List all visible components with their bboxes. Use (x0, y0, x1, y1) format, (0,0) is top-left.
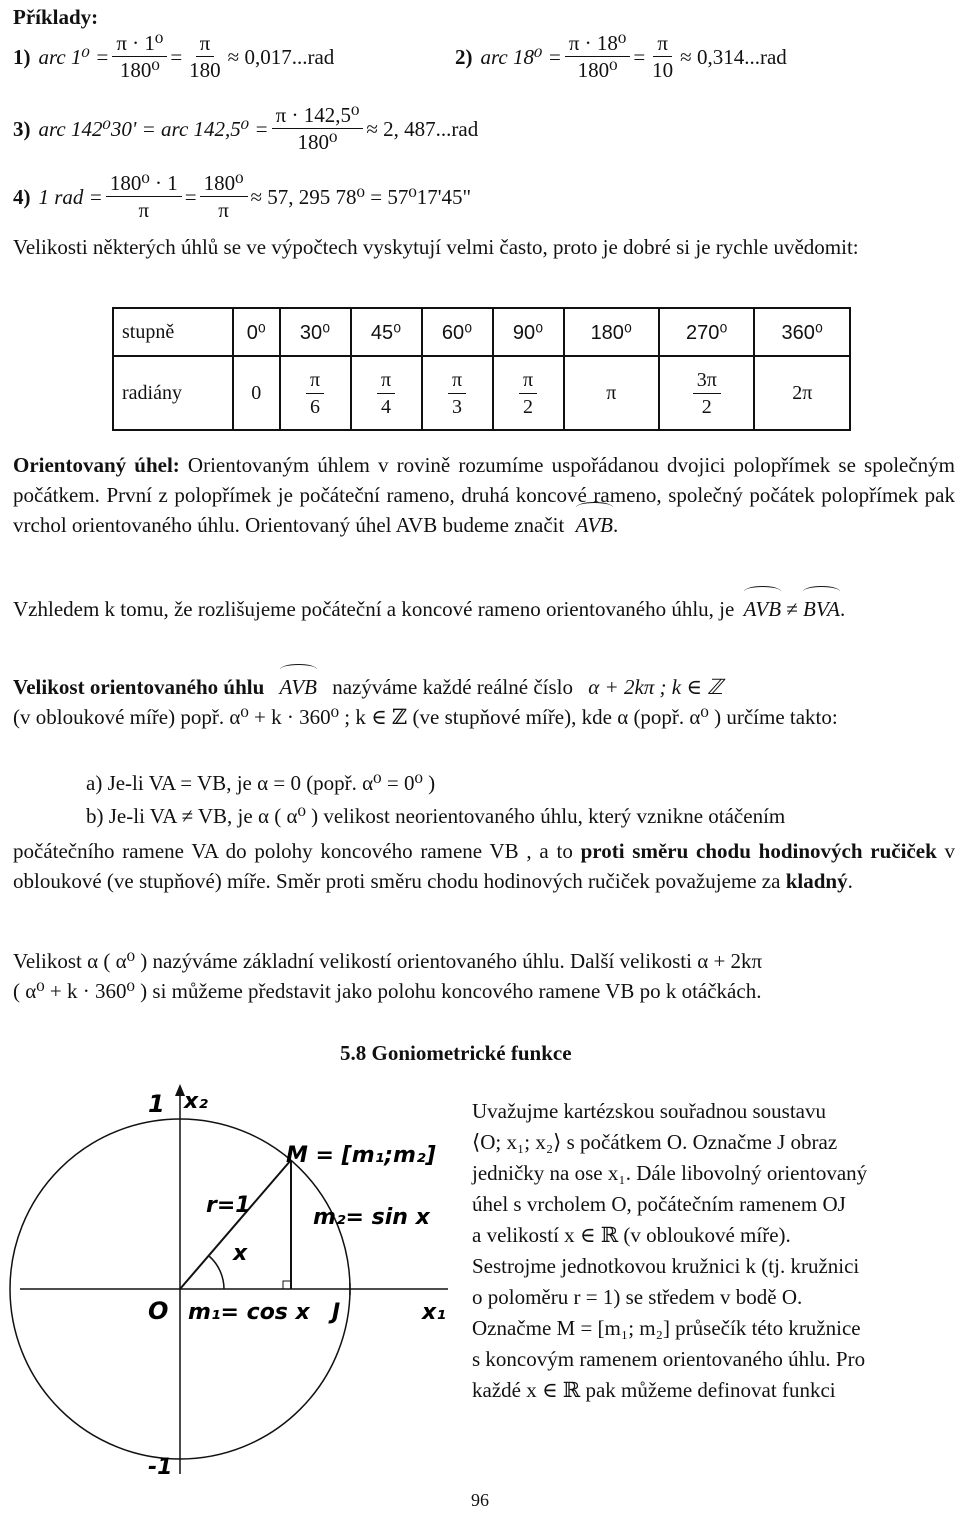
radius-line (180, 1160, 291, 1289)
example-2-eq: = (633, 44, 646, 69)
unit-circle-figure (8, 1082, 458, 1482)
angle-bva-symbol: BVA (803, 594, 840, 624)
table-cell-radian: 0 (233, 356, 280, 430)
example-3-label: 3) (13, 116, 31, 141)
table-cell-degree: 270⁰ (659, 308, 754, 356)
example-3-frac-den: 180⁰ (297, 130, 338, 154)
size-angle-symbol: AVB (280, 672, 317, 702)
counterclockwise-bold: proti směru chodu hodinových ručiček (580, 839, 937, 863)
example-2-frac1-num: π · 18⁰ (565, 30, 631, 57)
label-x2: x₂ (184, 1089, 208, 1114)
example-1 (13, 30, 334, 83)
example-2-label: 2) (455, 44, 473, 69)
example-4-frac1-num: 180⁰ · 1 (106, 170, 182, 197)
example-4-frac1-den: π (138, 198, 150, 222)
example-3-frac-num: π · 142,5⁰ (272, 102, 364, 129)
example-2-lhs: arc 18⁰ = (480, 44, 562, 69)
example-1-frac2-num: π (196, 30, 215, 57)
right-line: Uvažujme kartézskou souřadnou soustavu (472, 1099, 826, 1123)
right-line: a velikostí x ∈ ℝ (v obloukové míře). (472, 1223, 791, 1247)
example-2 (455, 30, 787, 83)
oriented-angle-text: Orientovaným úhlem v rovině rozumíme uspořádanou dvojici polopřímek se společným počátkem. První z polopřímek je počáteční rameno, druhá koncové rameno, společný počátek polopřímek pak vrchol orientovaného úhlu. Orientovaný úhel AVB budeme značit (13, 453, 956, 537)
example-1-eq: = (170, 44, 183, 69)
size-degree-line: (v obloukové míře) popř. α⁰ + k · 360⁰ ; k ∈ ℤ (ve stupňové míře), kde α (popř. α⁰ ) určíme takto: (13, 705, 838, 729)
table-cell-radian: $\frac{\pi}{4}$ (351, 356, 422, 430)
label-bottom-minus-1: -1 (148, 1455, 173, 1480)
example-1-result: ≈ 0,017...rad (227, 44, 335, 69)
oriented-angle-term: Orientovaný úhel: (13, 453, 180, 477)
right-line: Označme M = [m₁; m₂] průsečík této kružnice (472, 1316, 861, 1340)
positive-bold: kladný (785, 869, 848, 893)
right-column-text (472, 1096, 956, 1406)
right-line: Sestrojme jednotkovou kružnici k (tj. kružnici (472, 1254, 860, 1278)
table-cell-degree: 30⁰ (280, 308, 351, 356)
size-formula: α + 2kπ ; k ∈ ℤ (588, 675, 723, 699)
examples-heading: Příklady: (13, 5, 99, 29)
example-2-frac2-num: π (653, 30, 672, 57)
right-line: každé x ∈ ℝ pak můžeme definovat funkci (472, 1378, 836, 1402)
basic-size-paragraph: Velikost α ( α⁰ ) nazýváme základní velikostí orientovaného úhlu. Další velikosti α + 2kπ ( α⁰ + k · 360⁰ ) si můžeme představit jako polohu koncového ramene VB po k otáčkách. (13, 949, 763, 1003)
example-3 (13, 102, 478, 155)
size-definition (13, 672, 955, 732)
right-line: úhel s vrcholem O, počátečním ramenem OJ (472, 1192, 846, 1216)
case-b-line: b) Je-li VA ≠ VB, je α ( α⁰ ) velikost neorientovaného úhlu, který vznikne otáčením (86, 804, 786, 828)
label-O: O (148, 1297, 169, 1325)
example-2-frac2-den: 10 (652, 58, 674, 82)
oriented-angle-symbol: AVB (576, 510, 613, 540)
label-M: M = [m₁;m₂] (286, 1143, 436, 1168)
orientation-text: Vzhledem k tomu, že rozlišujeme počáteční a koncové rameno orientovaného úhlu, je (13, 597, 735, 621)
angle-avb-symbol: AVB (744, 594, 781, 624)
example-4 (13, 170, 471, 223)
example-3-result: ≈ 2, 487...rad (366, 116, 479, 141)
right-line: ⟨O; x₁; x₂⟩ s počátkem O. Označme J obraz (472, 1130, 838, 1154)
example-4-label: 4) (13, 184, 31, 209)
table-cell-radian: $\frac{\pi}{3}$ (422, 356, 493, 430)
right-line: o poloměru r = 1) se středem v bodě O. (472, 1285, 803, 1309)
right-line: jedničky na ose x₁. Dále libovolný orientovaný (472, 1161, 868, 1185)
table-cell-degree: 0⁰ (233, 308, 280, 356)
label-x-angle: x (233, 1241, 248, 1266)
label-m1: m₁= cos x (188, 1300, 310, 1325)
right-angle-mark (283, 1281, 291, 1289)
table-cell-radian: $\frac{\pi}{6}$ (280, 356, 351, 430)
label-x1: x₁ (422, 1300, 446, 1325)
example-1-lhs: arc 1⁰ = (38, 44, 110, 69)
table-cell-radian: 2π (754, 356, 850, 430)
example-3-lhs: arc 142⁰30' = arc 142,5⁰ = (38, 116, 269, 141)
example-1-frac2-den: 180 (189, 58, 221, 82)
example-2-result: ≈ 0,314...rad (680, 44, 787, 69)
size-text: nazýváme každé reálné číslo (332, 675, 574, 699)
table-cell-degree: 360⁰ (754, 308, 850, 356)
example-4-frac2-num: 180⁰ (200, 170, 248, 197)
table-row-label-degrees: stupně (113, 308, 233, 356)
case-b-continuation: počátečního ramene VA do polohy koncového ramene VB , a to proti směru chodu hodinových ručiček v obloukové (ve stupňové) míře. Směr proti směru chodu hodinových ručiček považujeme za kladný. (13, 839, 956, 893)
example-2-frac1-den: 180⁰ (577, 58, 618, 82)
table-cell-degree: 90⁰ (493, 308, 564, 356)
label-J: J (332, 1300, 341, 1325)
page-number: 96 (471, 1490, 489, 1510)
example-4-eq: = (184, 184, 197, 209)
angle-arc (209, 1256, 224, 1289)
orientation-paragraph: Vzhledem k tomu, že rozlišujeme počáteční a koncové rameno orientovaného úhlu, je AVB ≠ BVA. (13, 594, 955, 624)
example-1-frac1-den: 180⁰ (119, 58, 160, 82)
oriented-angle-definition: Orientovaný úhel: Orientovaným úhlem v rovině rozumíme uspořádanou dvojici polopřímek se společným počátkem. První z polopřímek je počáteční rameno, druhá koncové rameno, společný počátek polopřímek pak vrchol orientovaného úhlu. Orientovaný úhel AVB budeme značit AVB. (13, 450, 955, 540)
table-row-label-radians: radiány (113, 356, 233, 430)
right-line: s koncovým ramenem orientovaného úhlu. Pro (472, 1347, 866, 1371)
table-cell-radian: $\frac{3\pi}{2}$ (659, 356, 754, 430)
label-top-1: 1 (148, 1090, 165, 1118)
size-term: Velikost orientovaného úhlu (13, 675, 265, 699)
table-cell-degree: 60⁰ (422, 308, 493, 356)
intro-paragraph: Velikosti některých úhlů se ve výpočtech vyskytují velmi často, proto je dobré si je rychle uvědomit: (13, 235, 859, 259)
example-1-label: 1) (13, 44, 31, 69)
table-cell-degree: 180⁰ (564, 308, 659, 356)
example-4-lhs: 1 rad = (38, 184, 103, 209)
label-m2: m₂= sin x (313, 1205, 430, 1230)
section-title: 5.8 Goniometrické funkce (340, 1041, 572, 1065)
example-4-result: ≈ 57, 295 78⁰ = 57⁰17'45" (250, 184, 472, 209)
label-r: r=1 (206, 1193, 251, 1218)
angle-table (112, 307, 851, 431)
case-a: a) Je-li VA = VB, je α = 0 (popř. α⁰ = 0⁰ ) (86, 771, 436, 795)
example-4-frac2-den: π (218, 198, 229, 222)
table-cell-radian: $\frac{\pi}{2}$ (493, 356, 564, 430)
table-cell-radian: π (564, 356, 659, 430)
example-1-frac1-num: π · 1⁰ (112, 30, 167, 57)
table-cell-degree: 45⁰ (351, 308, 422, 356)
